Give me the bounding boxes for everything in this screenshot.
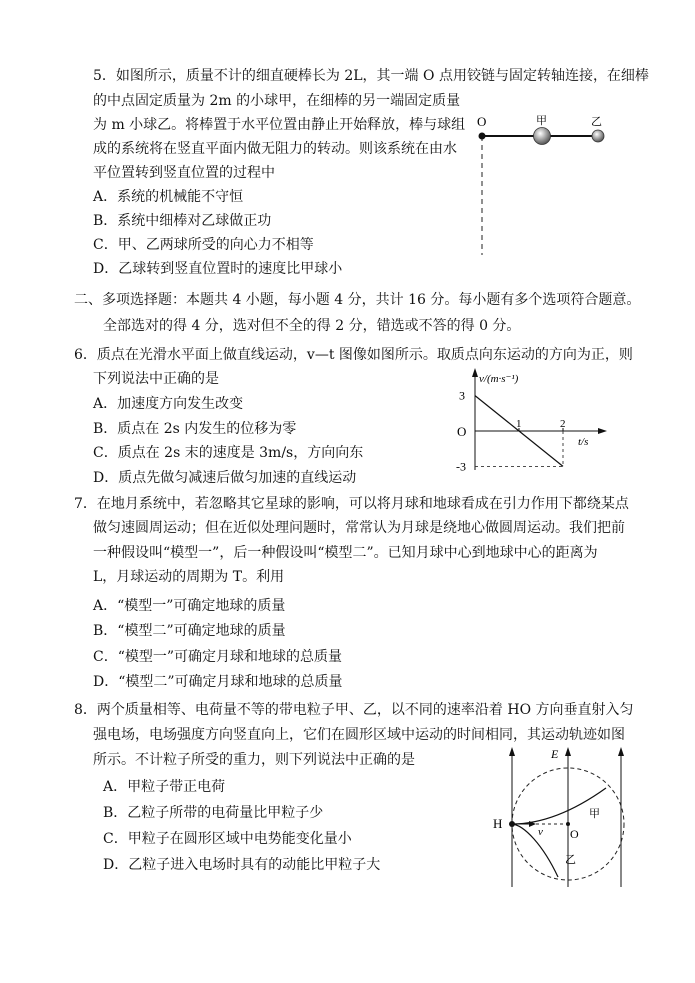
q5-option-c[interactable]: C．甲、乙两球所受的向心力不相等: [93, 237, 314, 253]
q6-vt-chart: [450, 366, 610, 474]
vt-x-axis-arrow: [598, 428, 607, 434]
q8-option-d[interactable]: D．乙粒子进入电场时具有的动能比甲粒子大: [103, 857, 381, 873]
q5-figure-label-jia: 甲: [536, 115, 547, 127]
section2-heading-line-2: 全部选对的得 4 分，选对但不全的得 2 分，错选或不答的得 0 分。: [103, 318, 521, 334]
q5-stem-line-3: 为 m 小球乙。将棒置于水平位置由静止开始释放，棒与球组: [93, 117, 466, 133]
q5-figure: [470, 112, 620, 257]
vt-y-axis-arrow: [472, 368, 478, 377]
q8-field-arrow-mid: [565, 747, 571, 756]
q8-stem-line-2: 强电场，电场强度方向竖直向上，它们在圆形区域中运动的时间相同，其运动轨迹如图: [93, 727, 625, 743]
q8-label-jia: 甲: [589, 808, 600, 820]
q8-figure: [488, 745, 628, 890]
q8-stem-line-1: 8．两个质量相等、电荷量不等的带电粒子甲、乙，以不同的速率沿着 HO 方向垂直射入匀: [74, 702, 634, 718]
q7-stem-line-1: 7．在地月系统中，若忽略其它星球的影响，可以将月球和地球看成在引力作用下都绕某点: [74, 496, 629, 512]
vt-y-tick-label: 3: [459, 388, 465, 403]
q5-figure-ball-yi: [592, 130, 604, 142]
q5-figure-ball-jia: [534, 128, 551, 145]
q7-stem-line-3: 一种假设叫“模型一”，后一种假设叫“模型二”。已知月球中心到地球中心的距离为: [93, 545, 598, 561]
q8-option-c[interactable]: C．甲粒子在圆形区域中电势能变化量小: [103, 831, 352, 847]
q8-field-arrow-right: [618, 747, 624, 756]
q7-option-d[interactable]: D．“模型二”可确定月球和地球的总质量: [93, 674, 343, 690]
q8-label-v: v: [538, 826, 543, 838]
q8-label-e: E: [551, 747, 559, 761]
q6-stem-line-2: 下列说法中正确的是: [93, 371, 219, 387]
q5-option-b[interactable]: B．系统中细棒对乙球做正功: [93, 213, 272, 229]
vt-xlabel: t/s: [578, 436, 589, 448]
q8-label-yi: 乙: [565, 854, 576, 866]
q7-stem-line-2: 做匀速圆周运动；但在近似处理问题时，常常认为月球是绕地心做圆周运动。我们把前: [93, 520, 625, 536]
vt-x-tick-label: 1: [516, 418, 522, 430]
q8-field-arrow-left: [509, 747, 515, 756]
q5-stem-line-1: 5．如图所示，质量不计的细直硬棒长为 2L，其一端 O 点用铰链与固定转轴连接，在细棒: [93, 68, 649, 84]
q5-figure-pivot: [479, 133, 486, 140]
vt-origin-label: O: [457, 424, 467, 439]
q7-option-b[interactable]: B．“模型二”可确定地球的质量: [93, 623, 286, 639]
q7-option-c[interactable]: C．“模型一”可确定月球和地球的总质量: [93, 649, 343, 665]
q8-label-h: H: [493, 816, 503, 831]
q8-stem-line-3: 所示。不计粒子所受的重力，则下列说法中正确的是: [93, 752, 415, 768]
q6-stem-line-1: 6．质点在光滑水平面上做直线运动，v—t 图像如图所示。取质点向东运动的方向为正，则: [74, 347, 633, 363]
q8-label-o: O: [570, 827, 579, 841]
q6-option-d[interactable]: D．质点先做匀减速后做匀加速的直线运动: [93, 470, 357, 486]
q5-option-a[interactable]: A．系统的机械能不守恒: [93, 189, 244, 205]
q5-figure-label-o: O: [477, 114, 487, 129]
vt-series-segment: [475, 396, 519, 431]
q5-figure-label-yi: 乙: [591, 116, 602, 128]
q6-option-a[interactable]: A．加速度方向发生改变: [93, 396, 244, 412]
q5-stem-line-4: 成的系统将在竖直平面内做无阻力的转动。则该系统在由水: [93, 141, 457, 157]
q8-point-o: [566, 822, 570, 826]
q6-option-c[interactable]: C．质点在 2s 末的速度是 3m/s，方向向东: [93, 445, 364, 461]
q8-option-a[interactable]: A．甲粒子带正电荷: [103, 779, 226, 795]
q5-stem-line-2: 的中点固定质量为 2m 的小球甲，在细棒的另一端固定质量: [93, 93, 461, 109]
q8-point-h: [509, 821, 515, 827]
vt-y-tick-label: -3: [456, 459, 466, 474]
vt-ylabel: v/(m·s⁻¹): [479, 373, 519, 385]
q8-option-b[interactable]: B．乙粒子所带的电荷量比甲粒子少: [103, 805, 324, 821]
q6-option-b[interactable]: B．质点在 2s 内发生的位移为零: [93, 421, 297, 437]
q7-stem-line-4: L，月球运动的周期为 T。利用: [93, 569, 285, 585]
q7-option-a[interactable]: A．“模型一”可确定地球的质量: [93, 598, 286, 614]
section2-heading-line-1: 二、多项选择题：本题共 4 小题，每小题 4 分，共计 16 分。每小题有多个选项符合题意。: [74, 292, 641, 308]
vt-x-tick-label: 2: [560, 418, 566, 430]
q5-option-d[interactable]: D．乙球转到竖直位置时的速度比甲球小: [93, 261, 343, 277]
vt-series-segment: [519, 431, 563, 466]
q5-stem-line-5: 平位置转到竖直位置的过程中: [93, 165, 275, 181]
